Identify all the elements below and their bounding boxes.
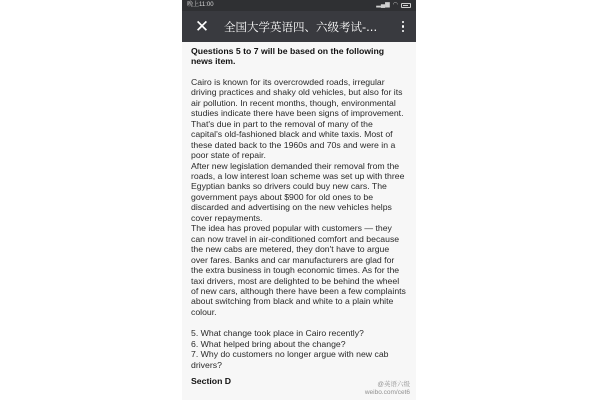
status-bar [182,0,416,11]
battery-icon [401,3,411,8]
question-item: 7. Why do customers no longer argue with new cab drivers? [191,349,389,370]
signal-icon: ▂▄▆ [376,2,390,8]
wifi-icon: ◠ [392,2,398,8]
status-indicators [376,0,411,11]
watermark-line: weibo.com/cet6 [364,389,410,396]
article-body [182,42,416,387]
watermark-line: @英语六级 [377,381,410,388]
status-time: 晚上11:00 [187,2,214,8]
page-title: 全国大学英语四、六级考试-... [224,19,378,34]
article-heading: Questions 5 to 7 will be based on the following news item. [191,46,385,67]
article-paragraph: Cairo is known for its overcrowded roads, irregular driving practices and shaky old vehicles, but also for its air pollution. In recent months, though, environmental studies indicate there have been signs of improvement. That's due in part to the removal of many of the capital's old-fashioned black and white taxis. Most of these dated back to the 1960s and 70s and were in a poor state of repair. [191,76,404,161]
question-item: 5. What change took place in Cairo recently? [191,328,364,339]
spacer [191,317,406,328]
article-paragraph: The idea has proved popular with customers — they can now travel in air-conditioned comfort and because the new cabs are metered, they don't have to argue over fares. Banks and car manufacturers are glad for the extra business in tough economic times. As for the taxi drivers, most are delighted to be behind the wheel of new cars, although there have been a few complaints about switching from black and white to a plain white colour. [191,223,406,317]
watermark [365,381,410,397]
more-vertical-icon[interactable] [396,17,410,37]
question-item: 6. What helped bring about the change? [191,338,346,349]
article-paragraph: After new legislation demanded their removal from the roads, a low interest loan scheme was set up with three Egyptian banks so drivers could buy new cars. The government pays about $900 for old ones to be discarded and advertising on the new vehicles helps cover repayments. [191,160,405,223]
title-bar [182,11,416,42]
next-section-heading: Section D [191,376,232,387]
close-icon[interactable]: ✕ [194,17,210,36]
phone-screen [182,0,416,400]
